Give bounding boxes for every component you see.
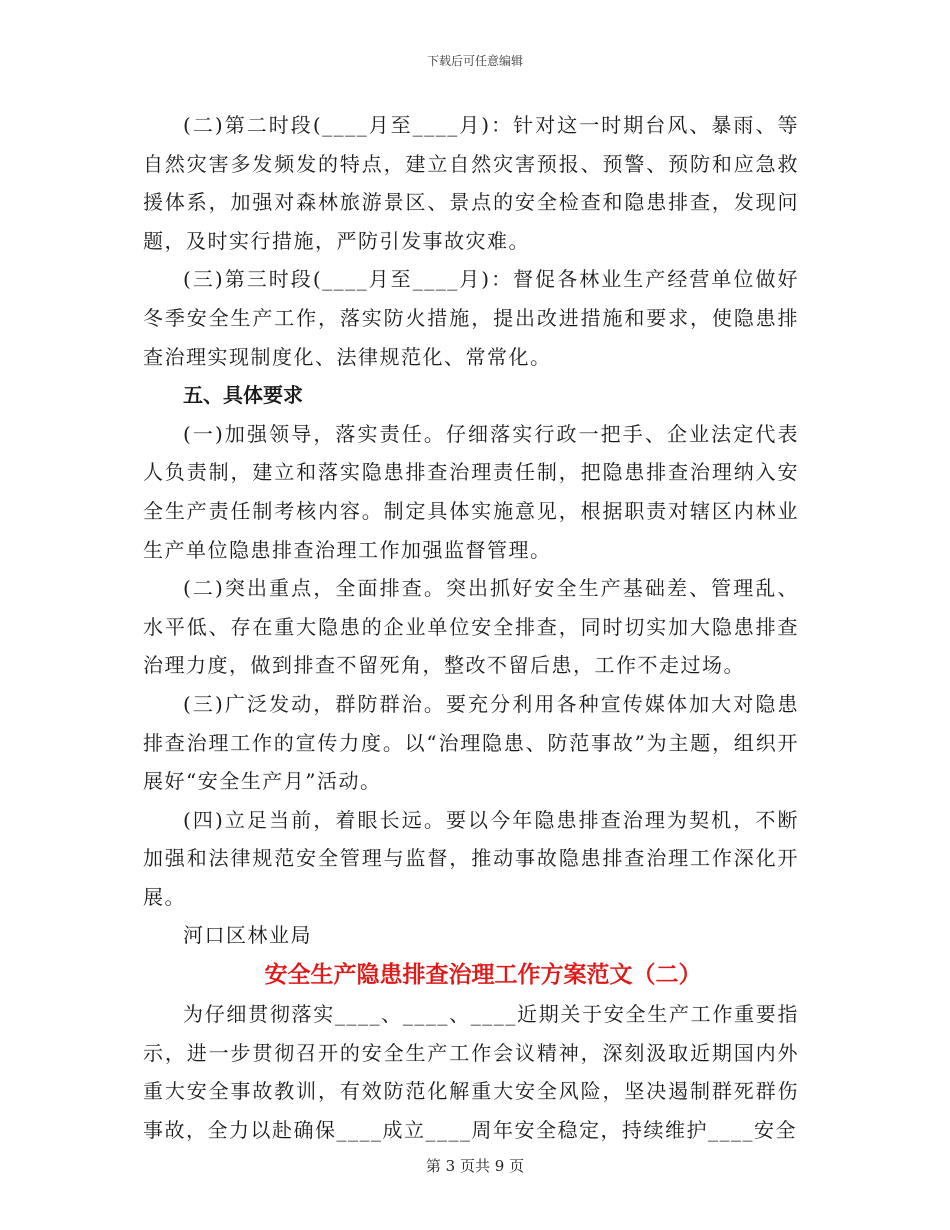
paragraph-third-period: (三)第三时段(____月至____月)：督促各林业生产经营单位做好冬季安全生产工作，落实防火措施，提出改进措施和要求，使隐患排查治理实现制度化、法律规范化、常常化。: [143, 267, 799, 369]
paragraph-requirement-2: (二)突出重点，全面排查。突出抓好安全生产基础差、管理乱、水平低、存在重大隐患的企业单位安全排查，同时切实加大隐患排查治理力度，做到排查不留死角，整改不留后患，工作不走过场。: [143, 576, 799, 678]
paragraph-requirement-3: (三)广泛发动，群防群治。要充分利用各种宣传媒体加大对隐患排查治理工作的宣传力度。以“治理隐患、防范事故”为主题，组织开展好“安全生产月”活动。: [143, 691, 799, 794]
signature-line: 河口区林业局: [183, 923, 312, 948]
page-number-footer: 第 3 页共 9 页: [425, 1157, 525, 1175]
document-title-part-two: 安全生产隐患排查治理工作方案范文（二）: [264, 962, 702, 989]
paragraph-requirement-4: (四)立足当前，着眼长远。要以今年隐患排查治理为契机，不断加强和法律规范安全管理与监督，推动事故隐患排查治理工作深化开展。: [143, 807, 799, 909]
document-body: [143, 106, 799, 1149]
paragraph-intro-part-two: 为仔细贯彻落实____、____、____近期关于安全生产工作重要指示，进一步贯彻召开的安全生产工作会议精神，深刻汲取近期国内外重大安全事故教训，有效防范化解重大安全风险，坚决遏制群死群伤事故，全力以赴确保____成立____周年安全稳定，持续维护____安全: [143, 1002, 799, 1142]
paragraph-second-period: (二)第二时段(____月至____月)：针对这一时期台风、暴雨、等自然灾害多发频发的特点，建立自然灾害预报、预警、预防和应急救援体系，加强对森林旅游景区、景点的安全检查和隐患排查，发现问题，及时实行措施，严防引发事故灾难。: [143, 113, 799, 253]
paragraph-requirement-1: (一)加强领导，落实责任。仔细落实行政一把手、企业法定代表人负责制，建立和落实隐患排查治理责任制，把隐患排查治理纳入安全生产责任制考核内容。制定具体实施意见，根据职责对辖区内林业生产单位隐患排查治理工作加强监督管理。: [143, 421, 799, 562]
page-header-note: 下载后可任意编辑: [426, 54, 523, 68]
section-heading-requirements: 五、具体要求: [183, 383, 303, 408]
